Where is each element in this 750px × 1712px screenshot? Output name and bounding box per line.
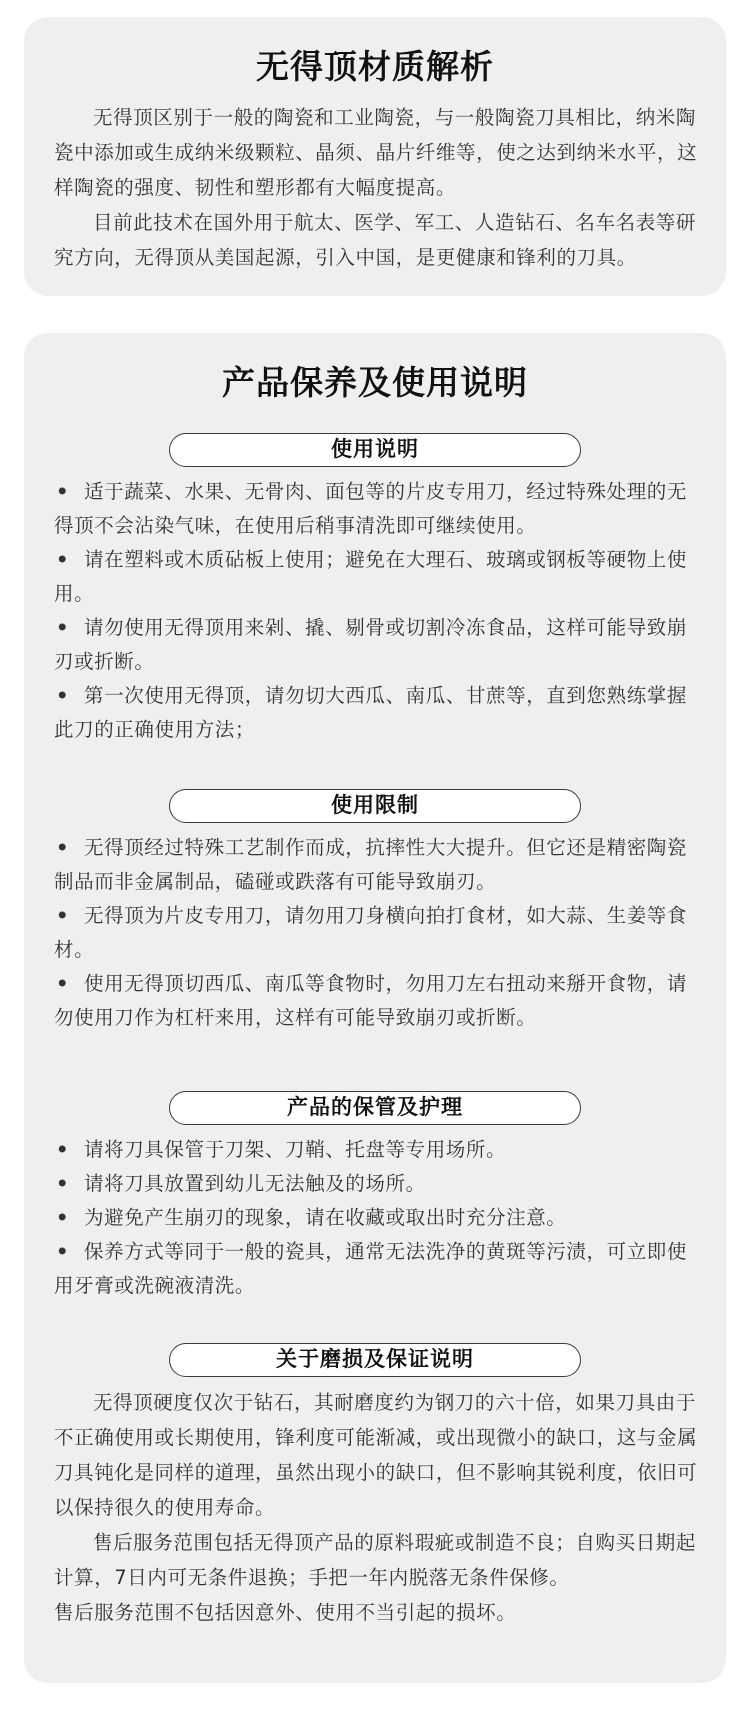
care-card xyxy=(24,333,726,1683)
warranty-paragraph-2: 售后服务范围包括无得顶产品的原料瑕疵或制造不良；自购买日期起计算，7日内可无条件退换；手把一年内脱落无条件保修。 xyxy=(54,1531,697,1589)
care-title: 产品保养及使用说明 xyxy=(222,363,528,402)
bullet-icon: • xyxy=(56,480,70,503)
usage-heading: 使用说明 xyxy=(169,433,581,467)
material-body xyxy=(24,100,726,275)
list-item-text: 保养方式等同于一般的瓷具，通常无法洗净的黄斑等污渍，可立即使用牙膏或洗碗液清洗。 xyxy=(54,1240,688,1297)
list-item-text: 无得顶为片皮专用刀，请勿用刀身横向拍打食材，如大蒜、生姜等食材。 xyxy=(54,904,688,961)
list-item xyxy=(54,679,700,747)
material-paragraph-2: 目前此技术在国外用于航太、医学、军工、人造钻石、名车名表等研究方向，无得顶从美国起源，引入中国，是更健康和锋利的刀具。 xyxy=(54,211,697,269)
bullet-icon: • xyxy=(56,904,70,927)
list-item xyxy=(54,1133,700,1167)
limits-list xyxy=(24,831,726,1035)
warranty-paragraph-3: 售后服务范围不包括因意外、使用不当引起的损坏。 xyxy=(54,1601,517,1624)
list-item-text: 请将刀具保管于刀架、刀鞘、托盘等专用场所。 xyxy=(84,1138,507,1161)
list-item-text: 请将刀具放置到幼儿无法触及的场所。 xyxy=(84,1172,426,1195)
list-item xyxy=(54,1201,700,1235)
material-card xyxy=(24,17,726,296)
warranty-body xyxy=(24,1385,726,1630)
list-item xyxy=(54,543,700,611)
limits-heading: 使用限制 xyxy=(169,789,581,823)
list-item xyxy=(54,611,700,679)
bullet-icon: • xyxy=(56,684,70,707)
bullet-icon: • xyxy=(56,548,70,571)
list-item xyxy=(54,831,700,899)
warranty-section xyxy=(24,1343,726,1630)
list-item-text: 请勿使用无得顶用来剁、撬、剔骨或切割冷冻食品，这样可能导致崩刃或折断。 xyxy=(54,616,688,673)
list-item xyxy=(54,475,700,543)
usage-list xyxy=(24,475,726,747)
bullet-icon: • xyxy=(56,1240,70,1263)
material-title: 无得顶材质解析 xyxy=(256,47,494,86)
list-item-text: 为避免产生崩刃的现象，请在收藏或取出时充分注意。 xyxy=(84,1206,567,1229)
bullet-icon: • xyxy=(56,1172,70,1195)
list-item-text: 无得顶经过特殊工艺制作而成，抗摔性大大提升。但它还是精密陶瓷制品而非金属制品，磕碰或跌落有可能导致崩刃。 xyxy=(54,836,688,893)
material-paragraph-1: 无得顶区别于一般的陶瓷和工业陶瓷，与一般陶瓷刀具相比，纳米陶瓷中添加或生成纳米级颗粒、晶须、晶片纤维等，使之达到纳米水平，这样陶瓷的强度、韧性和塑形都有大幅度提高。 xyxy=(54,106,698,199)
usage-section xyxy=(24,433,726,747)
list-item-text: 第一次使用无得顶，请勿切大西瓜、南瓜、甘蔗等，直到您熟练掌握此刀的正确使用方法； xyxy=(54,684,688,741)
list-item-text: 使用无得顶切西瓜、南瓜等食物时，勿用刀左右扭动来掰开食物，请勿使用刀作为杠杆来用，这样有可能导致崩刃或折断。 xyxy=(54,972,688,1029)
warranty-paragraph-1: 无得顶硬度仅次于钻石，其耐磨度约为钢刀的六十倍，如果刀具由于不正确使用或长期使用，锋利度可能渐减，或出现微小的缺口，这与金属刀具钝化是同样的道理，虽然出现小的缺口，但不影响其锐利度，依旧可以保持很久的使用寿命。 xyxy=(54,1391,698,1519)
bullet-icon: • xyxy=(56,1206,70,1229)
storage-heading: 产品的保管及护理 xyxy=(169,1091,581,1125)
bullet-icon: • xyxy=(56,616,70,639)
list-item xyxy=(54,967,700,1035)
list-item xyxy=(54,1167,700,1201)
storage-section xyxy=(24,1091,726,1303)
bullet-icon: • xyxy=(56,836,70,859)
list-item xyxy=(54,1235,700,1303)
list-item-text: 请在塑料或木质砧板上使用；避免在大理石、玻璃或钢板等硬物上使用。 xyxy=(54,548,688,605)
list-item-text: 适于蔬菜、水果、无骨肉、面包等的片皮专用刀，经过特殊处理的无得顶不会沾染气味，在使用后稍事清洗即可继续使用。 xyxy=(54,480,688,537)
bullet-icon: • xyxy=(56,972,70,995)
storage-list xyxy=(24,1133,726,1303)
warranty-heading: 关于磨损及保证说明 xyxy=(169,1343,581,1377)
list-item xyxy=(54,899,700,967)
bullet-icon: • xyxy=(56,1138,70,1161)
limits-section xyxy=(24,789,726,1035)
